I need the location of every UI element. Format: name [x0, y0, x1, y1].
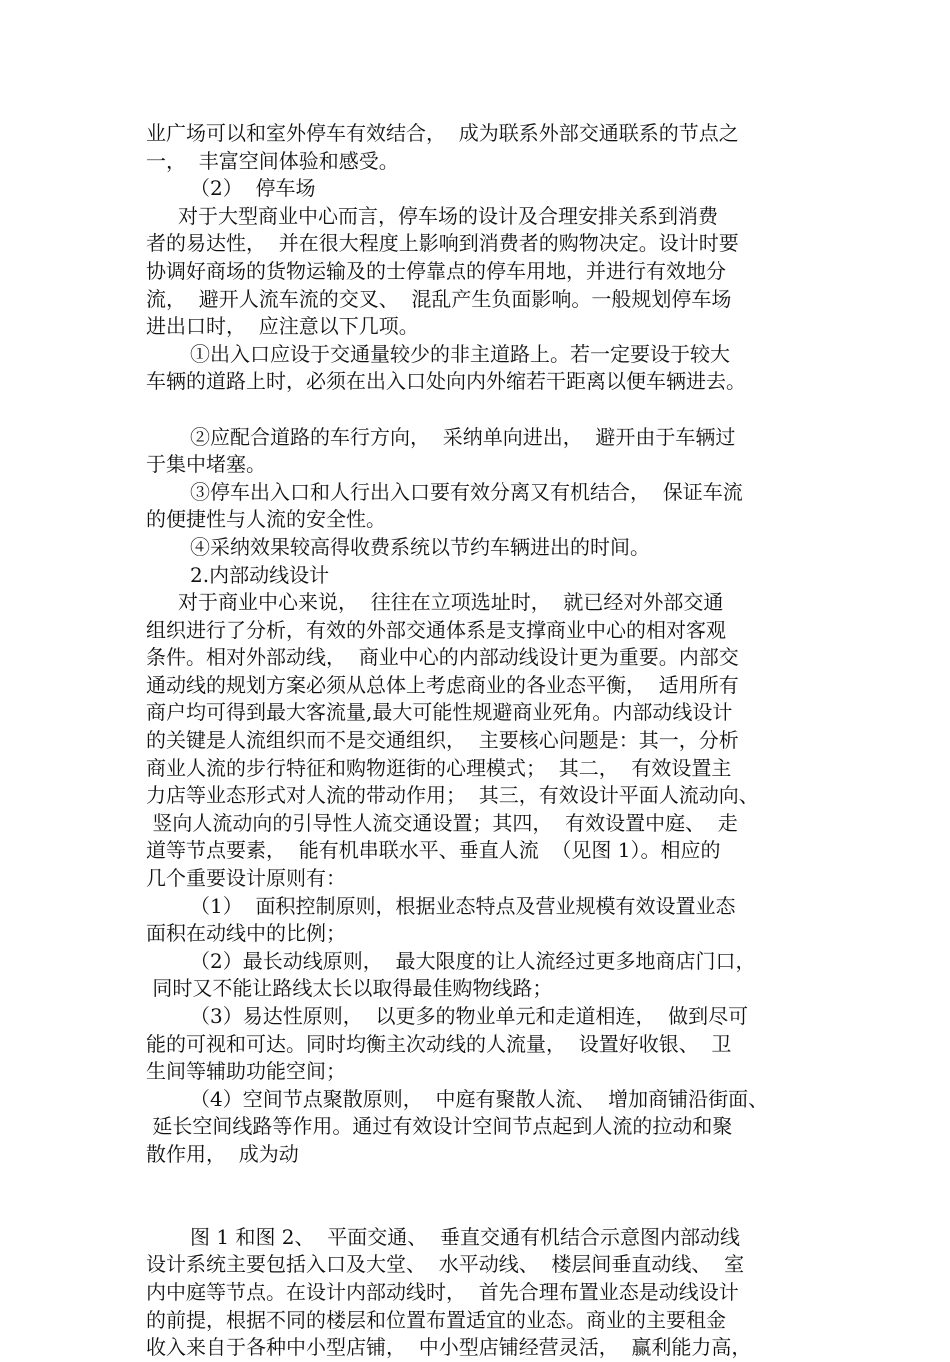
blank-line — [146, 1196, 810, 1224]
text-line: 几个重要设计原则有： — [146, 866, 346, 891]
text-line: 业广场可以和室外停车有效结合， 成为联系外部交通联系的节点之 — [146, 121, 739, 145]
text-line: 面积在动线中的比例； — [146, 921, 346, 946]
text-line: 生间等辅助功能空间； — [146, 1059, 346, 1084]
text-line: 力店等业态形式对人流的带动作用； 其三，有效设计平面人流动向、 — [146, 783, 759, 808]
text-line: 进出口时， 应注意以下几项。 — [146, 314, 419, 339]
text-line: 收入来自于各种中小型店铺， 中小型店铺经营灵活， 赢利能力高， — [146, 1335, 752, 1360]
text-line: 竖向人流动向的引导性人流交通设置；其四， 有效设置中庭、 走 — [146, 810, 738, 835]
text-line: 者的易达性， 并在很大程度上影响到消费者的购物决定。设计时要 — [146, 231, 739, 256]
text-line: 一， 丰富空间体验和感受。 — [146, 148, 399, 173]
text-line: 设计系统主要包括入口及大堂、 水平动线、 楼层间垂直动线、 室 — [146, 1252, 745, 1277]
text-line: 能的可视和可达。同时均衡主次动线的人流量， 设置好收银、 卫 — [146, 1031, 732, 1056]
list-item: ②应配合道路的车行方向， 采纳单向进出， 避开由于车辆过 — [190, 424, 736, 449]
list-item: （3）易达性原则， 以更多的物业单元和走道相连， 做到尽可 — [190, 1004, 749, 1028]
blank-line — [146, 1169, 810, 1197]
paragraph-start: 对于商业中心来说， 往往在立项选址时， 就已经对外部交通 — [178, 590, 724, 615]
paragraph-start: 图 1 和图 2、 平面交通、 垂直交通有机结合示意图内部动线 — [190, 1224, 740, 1249]
text-line: 的便捷性与人流的安全性。 — [146, 507, 386, 532]
text-line: 的前提，根据不同的楼层和位置布置适宜的业态。商业的主要租金 — [146, 1307, 726, 1332]
list-item: （2）最长动线原则， 最大限度的让人流经过更多地商店门口， — [190, 948, 756, 973]
text-line: 流， 避开人流车流的交叉、 混乱产生负面影响。一般规划停车场 — [146, 286, 732, 311]
document-body — [146, 120, 810, 1362]
text-line: 散作用， 成为动 — [146, 1141, 299, 1166]
text-line: 组织进行了分析，有效的外部交通体系是支撑商业中心的相对客观 — [146, 617, 726, 642]
text-line: 于集中堵塞。 — [146, 452, 266, 477]
text-line: 内中庭等节点。在设计内部动线时， 首先合理布置业态是动线设计 — [146, 1279, 739, 1304]
list-item: ①出入口应设于交通量较少的非主道路上。若一定要设于较大 — [190, 341, 730, 366]
text-line: 延长空间线路等作用。通过有效设计空间节点起到人流的拉动和聚 — [146, 1114, 733, 1139]
blank-line — [146, 396, 810, 424]
text-line: 商业人流的步行特征和购物逛街的心理模式； 其二， 有效设置主 — [146, 755, 732, 780]
paragraph-start: 对于大型商业中心而言，停车场的设计及合理安排关系到消费 — [178, 203, 718, 228]
list-item: （1） 面积控制原则，根据业态特点及营业规模有效设置业态 — [190, 893, 736, 918]
text-line: 条件。相对外部动线， 商业中心的内部动线设计更为重要。内部交 — [146, 645, 739, 670]
text-line: 协调好商场的货物运输及的士停靠点的停车用地，并进行有效地分 — [146, 258, 726, 283]
text-line: 道等节点要素， 能有机串联水平、垂直人流 （见图 1）。相应的 — [146, 838, 721, 863]
text-line: 车辆的道路上时，必须在出入口处向内外缩若干距离以便车辆进去。 — [146, 369, 746, 394]
text-line: 商户均可得到最大客流量,最大可能性规避商业死角。内部动线设计 — [146, 700, 733, 725]
section-heading: （2） 停车场 — [190, 176, 316, 201]
text-line: 通动线的规划方案必须从总体上考虑商业的各业态平衡， 适用所有 — [146, 672, 739, 697]
list-item: ③停车出入口和人行出入口要有效分离又有机结合， 保证车流 — [190, 479, 743, 504]
text-line: 同时又不能让路线太长以取得最佳购物线路； — [146, 976, 553, 1001]
list-item: （4）空间节点聚散原则， 中庭有聚散人流、 增加商铺沿街面、 — [190, 1086, 769, 1111]
list-item: ④采纳效果较高得收费系统以节约车辆进出的时间。 — [190, 534, 650, 559]
text-line: 的关键是人流组织而不是交通组织， 主要核心问题是：其一，分析 — [146, 728, 739, 753]
section-heading: 2.内部动线设计 — [190, 562, 330, 587]
